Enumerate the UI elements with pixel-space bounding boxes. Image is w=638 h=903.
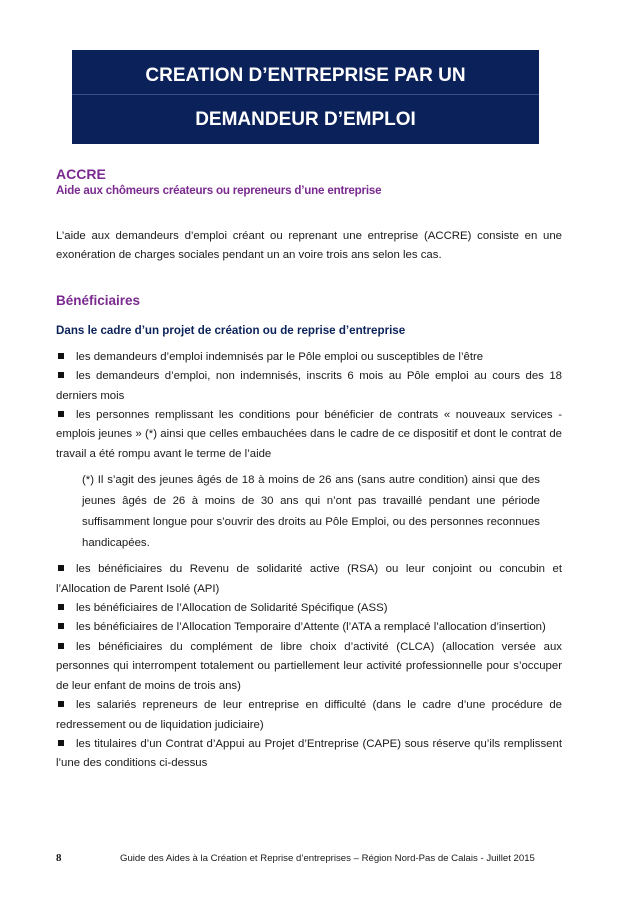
beneficiaires-list-2 bbox=[56, 560, 562, 773]
bullet-icon bbox=[58, 623, 64, 629]
list-item-text: les bénéficiaires de l’Allocation Temporaire d’Attente (l’ATA a remplacé l’allocation d’insertion) bbox=[76, 621, 546, 634]
list-item bbox=[56, 638, 562, 696]
list-item-text: les demandeurs d’emploi, non indemnisés, inscrits 6 mois au Pôle emploi au cours des 18 derniers mois bbox=[56, 370, 562, 402]
title-banner bbox=[72, 50, 539, 144]
banner-title-line-2: DEMANDEUR D’EMPLOI bbox=[195, 109, 416, 130]
list-item-text: les titulaires d’un Contrat d’Appui au Projet d’Entreprise (CAPE) sous réserve qu’ils remplissent l’une des conditions ci-dessus bbox=[56, 737, 562, 770]
bullet-icon bbox=[58, 372, 64, 378]
page-footer bbox=[56, 852, 562, 868]
bullet-icon bbox=[58, 740, 64, 746]
list-item bbox=[56, 406, 562, 464]
list-item bbox=[56, 696, 562, 735]
list-item bbox=[56, 599, 562, 618]
beneficiaires-heading: Bénéficiaires bbox=[56, 292, 141, 308]
list-item-text: les demandeurs d’emploi indemnisés par le Pôle emploi ou susceptibles de l’être bbox=[76, 350, 484, 363]
list-item-text: les bénéficiaires du Revenu de solidarité active (RSA) ou leur conjoint ou concubin et l’Allocation de Parent Isolé (API) bbox=[56, 563, 562, 595]
bullet-icon bbox=[58, 643, 64, 649]
footer-text: Guide des Aides à la Création et Reprise d’entreprises – Région Nord-Pas de Calais - Juillet 2015 bbox=[120, 853, 535, 864]
list-item-text: les bénéficiaires du complément de libre choix d’activité (CLCA) (allocation versée aux personnes qui interrompent totalement ou partiellement leur activité professionnelle pour s’occuper de leur enfant de moins de trois ans) bbox=[56, 640, 562, 692]
banner-line-1 bbox=[72, 58, 539, 95]
list-item-text: les bénéficiaires de l’Allocation de Solidarité Spécifique (ASS) bbox=[76, 602, 388, 615]
footnote-paragraph: (*) Il s’agit des jeunes âgés de 18 à moins de 26 ans (sans autre condition) ainsi que des jeunes âgés de 26 à moins de 30 ans qui n’ont pas travaillé pendant une période suffisamment longue pour s’ouvrir des droits au Pôle Emploi, ou des personnes reconnues handicapées. bbox=[82, 474, 540, 550]
page-content bbox=[56, 165, 562, 774]
bullet-icon bbox=[58, 353, 64, 359]
beneficiaires-list-1 bbox=[56, 348, 562, 464]
bullet-icon bbox=[58, 701, 64, 707]
banner-title-line-1: CREATION D’ENTREPRISE PAR UN bbox=[145, 65, 466, 86]
list-item bbox=[56, 618, 562, 637]
section-title: ACCRE bbox=[56, 166, 106, 182]
bullet-icon bbox=[58, 604, 64, 610]
bullet-icon bbox=[58, 411, 64, 417]
intro-paragraph: L’aide aux demandeurs d’emploi créant ou reprenant une entreprise (ACCRE) consiste en une exonération de charges sociales pendant un an voire trois ans selon les cas. bbox=[56, 230, 562, 262]
list-item bbox=[56, 735, 562, 774]
list-item bbox=[56, 348, 562, 367]
section-subtitle: Aide aux chômeurs créateurs ou repreneurs d’une entreprise bbox=[56, 184, 382, 197]
list-item bbox=[56, 367, 562, 406]
bullet-icon bbox=[58, 565, 64, 571]
beneficiaires-subheading: Dans le cadre d’un projet de création ou de reprise d’entreprise bbox=[56, 323, 406, 337]
page-number: 8 bbox=[56, 852, 62, 864]
banner-line-2 bbox=[72, 96, 539, 144]
list-item-text: les personnes remplissant les conditions pour bénéficier de contrats « nouveaux services - emplois jeunes » (*) ainsi que celles embauchées dans le cadre de ce dispositif et dont le contrat de travail a été rompu avant le terme de l’aide bbox=[56, 409, 562, 460]
list-item-text: les salariés repreneurs de leur entreprise en difficulté (dans le cadre d’une procédure de redressement ou de liquidation judiciaire) bbox=[56, 699, 562, 731]
list-item bbox=[56, 560, 562, 599]
